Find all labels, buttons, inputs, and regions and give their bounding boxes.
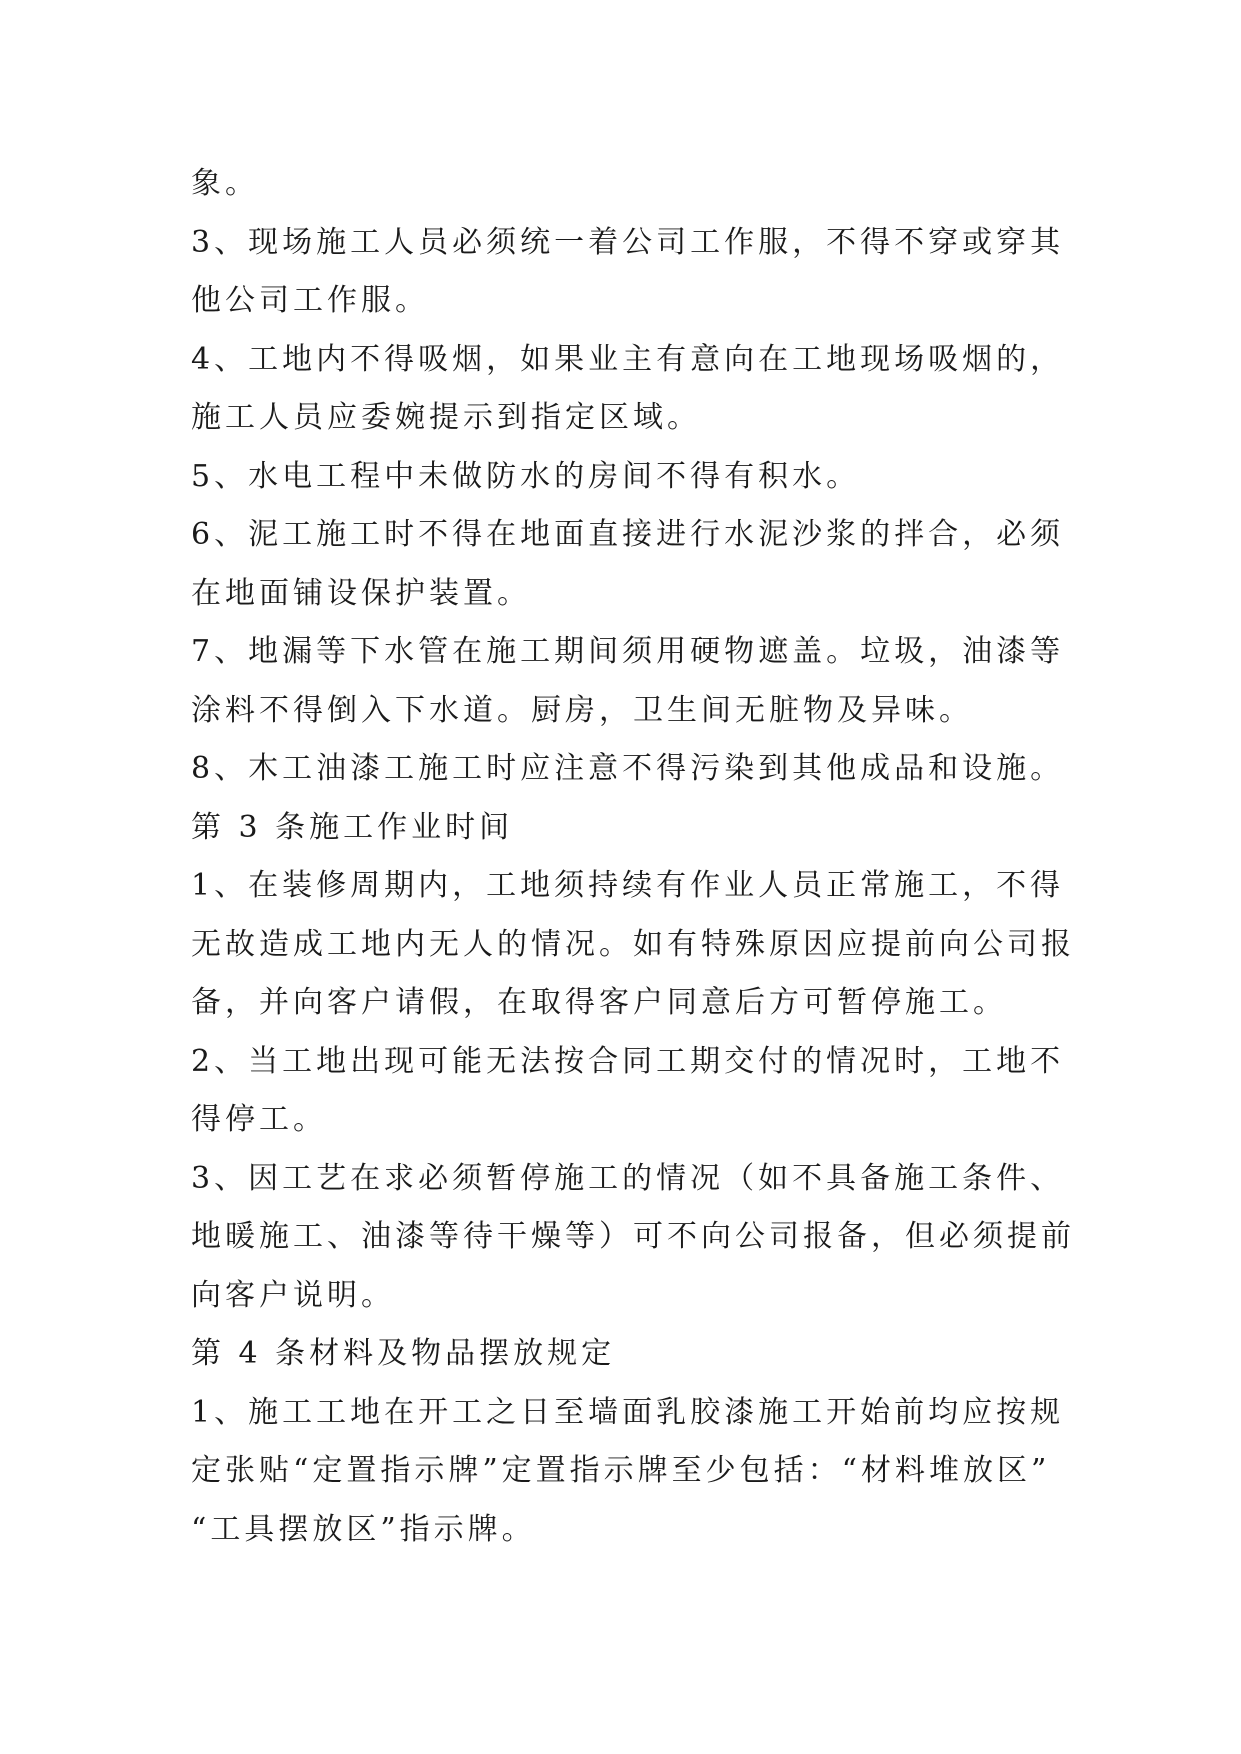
section-heading: 第 4 条材料及物品摆放规定: [191, 1336, 616, 1371]
text-line: 5、水电工程中未做防水的房间不得有积水。: [191, 458, 861, 494]
text-line: 1、在装修周期内，工地须持续有作业人员正常施工，不得: [191, 868, 1065, 903]
text-line: 8、木工油漆工施工时应注意不得污染到其他成品和设施。: [191, 751, 1065, 786]
text-line: 地暖施工、油漆等待干燥等）可不向公司报备，但必须提前: [191, 1219, 1075, 1254]
text-line: 无故造成工地内无人的情况。如有特殊原因应提前向公司报: [191, 926, 1075, 962]
text-line: 3、现场施工人员必须统一着公司工作服，不得不穿或穿其: [191, 224, 1065, 260]
text-line: 6、泥工施工时不得在地面直接进行水泥沙浆的拌合，必须: [191, 517, 1065, 552]
text-line: 涂料不得倒入下水道。厨房，卫生间无脏物及异味。: [191, 692, 973, 728]
document-body: [191, 155, 1091, 1559]
text-line: 4、工地内不得吸烟，如果业主有意向在工地现场吸烟的，: [191, 341, 1065, 377]
text-line: 在地面铺设保护装置。: [191, 575, 531, 611]
text-line: 象。: [191, 166, 259, 201]
text-line: 备，并向客户请假，在取得客户同意后方可暂停施工。: [191, 985, 1007, 1020]
text-line: “工具摆放区”指示牌。: [191, 1511, 536, 1547]
text-line: 向客户说明。: [191, 1277, 395, 1313]
text-line: 得停工。: [191, 1102, 327, 1137]
text-line: 定张贴“定置指示牌”定置指示牌至少包括：“材料堆放区”: [191, 1453, 1051, 1488]
text-line: 2、当工地出现可能无法按合同工期交付的情况时，工地不: [191, 1043, 1065, 1079]
text-line: 7、地漏等下水管在施工期间须用硬物遮盖。垃圾，油漆等: [191, 634, 1065, 669]
text-line: 施工人员应委婉提示到指定区域。: [191, 400, 701, 435]
text-line: 他公司工作服。: [191, 283, 429, 318]
section-heading: 第 3 条施工作业时间: [191, 809, 514, 845]
text-line: 1、施工工地在开工之日至墙面乳胶漆施工开始前均应按规: [191, 1394, 1065, 1430]
text-line: 3、因工艺在求必须暂停施工的情况（如不具备施工条件、: [191, 1160, 1065, 1196]
